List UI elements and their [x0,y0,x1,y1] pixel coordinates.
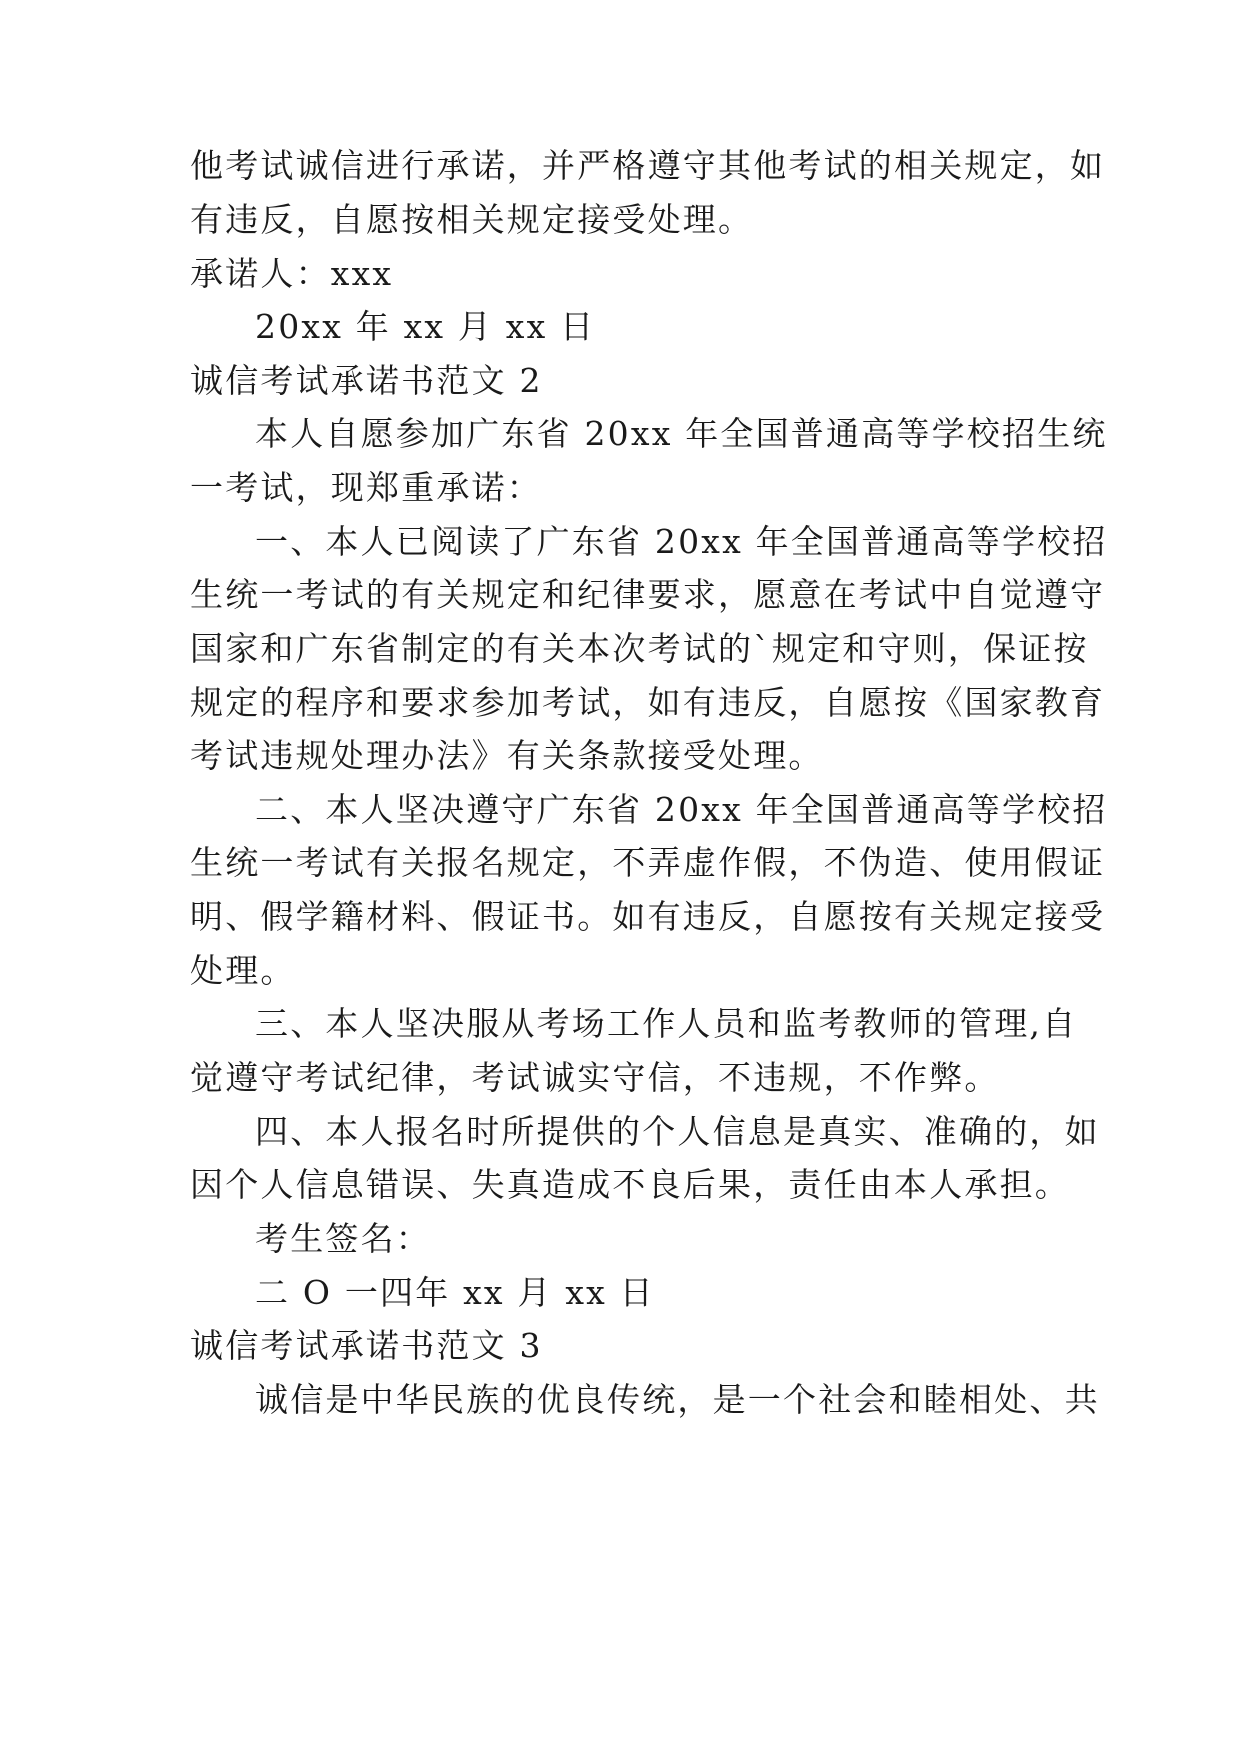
body-line: 觉遵守考试纪律，考试诚实守信，不违规，不作弊。 [190,1058,1000,1097]
body-line: 国家和广东省制定的有关本次考试的`规定和守则，保证按 [190,629,1089,668]
date-line: 20xx 年 xx 月 xx 日 [255,307,596,346]
body-line: 明、假学籍材料、假证书。如有违反，自愿按有关规定接受 [190,897,1106,936]
signature-label: 考生签名： [255,1219,431,1258]
date-line: 二 O 一四年 xx 月 xx 日 [255,1273,655,1312]
body-line: 三、本人坚决服从考场工作人员和监考教师的管理,自 [255,1004,1078,1043]
body-line: 因个人信息错误、失真造成不良后果，责任由本人承担。 [190,1165,1070,1204]
body-line: 生统一考试的有关规定和纪律要求，愿意在考试中自觉遵守 [190,575,1106,614]
body-line: 四、本人报名时所提供的个人信息是真实、准确的，如 [255,1112,1100,1151]
body-line: 诚信是中华民族的优良传统，是一个社会和睦相处、共 [255,1380,1100,1419]
body-line: 考试违规处理办法》有关条款接受处理。 [190,736,824,775]
body-line: 生统一考试有关报名规定，不弄虚作假，不伪造、使用假证 [190,843,1106,882]
section-heading: 诚信考试承诺书范文 3 [190,1326,543,1365]
body-line: 他考试诚信进行承诺，并严格遵守其他考试的相关规定，如 [190,146,1106,185]
body-line: 处理。 [190,951,296,990]
body-line: 二、本人坚决遵守广东省 20xx 年全国普通高等学校招 [255,790,1108,829]
body-line: 有违反，自愿按相关规定接受处理。 [190,200,754,239]
body-line: 规定的程序和要求参加考试，如有违反，自愿按《国家教育 [190,683,1106,722]
body-line: 一考试，现郑重承诺： [190,468,542,507]
body-line: 一、本人已阅读了广东省 20xx 年全国普通高等学校招 [255,522,1108,561]
signer-line: 承诺人：xxx [190,254,394,293]
section-heading: 诚信考试承诺书范文 2 [190,361,543,400]
body-line: 本人自愿参加广东省 20xx 年全国普通高等学校招生统 [255,414,1108,453]
